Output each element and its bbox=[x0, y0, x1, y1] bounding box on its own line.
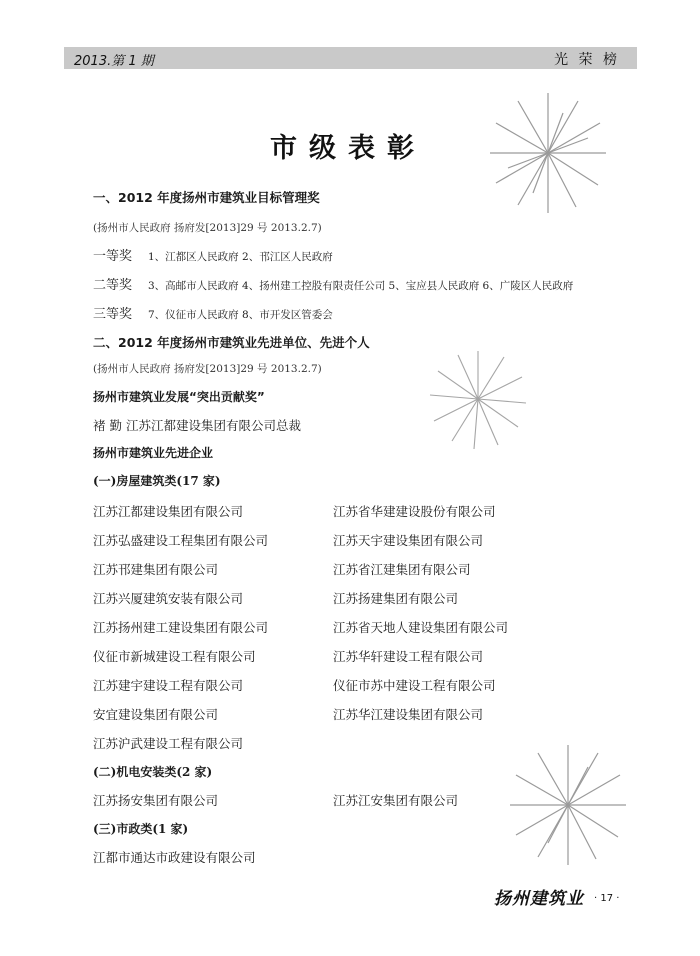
company-name: 江苏天宇建设集团有限公司 bbox=[333, 533, 484, 548]
company-name: 江苏沪武建设工程有限公司 bbox=[93, 736, 244, 751]
award-list: 7、仪征市人民政府 8、市开发区管委会 bbox=[148, 309, 333, 321]
award-row bbox=[93, 303, 333, 322]
magazine-logo: 扬州建筑业 bbox=[494, 889, 584, 909]
firework-icon bbox=[508, 740, 628, 870]
award-list: 3、高邮市人民政府 4、扬州建工控股有限责任公司 5、宝应县人民政府 6、广陵区人民政府 bbox=[148, 280, 574, 292]
award-person: 褚 勤 江苏江都建设集团有限公司总裁 bbox=[93, 418, 301, 433]
award-row bbox=[93, 274, 573, 293]
award-row bbox=[93, 245, 333, 264]
firework-icon bbox=[428, 344, 528, 454]
section1-heading: 一、2012 年度扬州市建筑业目标管理奖 bbox=[93, 190, 320, 205]
company-name: 江苏华江建设集团有限公司 bbox=[333, 707, 484, 722]
company-name: 安宜建设集团有限公司 bbox=[93, 707, 219, 722]
section2-heading: 二、2012 年度扬州市建筑业先进单位、先进个人 bbox=[93, 335, 370, 350]
issue-label: 2013.第 1 期 bbox=[74, 54, 154, 69]
company-name: 江苏扬安集团有限公司 bbox=[93, 793, 219, 808]
company-name: 江苏弘盛建设工程集团有限公司 bbox=[93, 533, 269, 548]
category-heading: (二)机电安装类(2 家) bbox=[93, 765, 213, 779]
company-name: 江苏江都建设集团有限公司 bbox=[93, 504, 244, 519]
company-name: 江苏扬建集团有限公司 bbox=[333, 591, 459, 606]
award-label: 三等奖 bbox=[93, 307, 133, 322]
company-name: 江苏省华建建设股份有限公司 bbox=[333, 504, 496, 519]
company-name: 江苏邗建集团有限公司 bbox=[93, 562, 219, 577]
category-heading: (一)房屋建筑类(17 家) bbox=[93, 474, 221, 488]
company-name: 江都市通达市政建设有限公司 bbox=[93, 850, 256, 865]
company-name: 江苏兴厦建筑安装有限公司 bbox=[93, 591, 244, 606]
company-name: 江苏江安集团有限公司 bbox=[333, 793, 459, 808]
firework-icon bbox=[488, 88, 608, 218]
company-name: 仪征市新城建设工程有限公司 bbox=[93, 649, 256, 664]
section-label: 光 荣 榜 bbox=[554, 52, 620, 68]
company-name: 仪征市苏中建设工程有限公司 bbox=[333, 678, 496, 693]
advanced-title: 扬州市建筑业先进企业 bbox=[93, 446, 214, 460]
company-name: 江苏华轩建设工程有限公司 bbox=[333, 649, 484, 664]
page-title: 市级表彰 bbox=[270, 133, 426, 164]
award-list: 1、江都区人民政府 2、邗江区人民政府 bbox=[148, 251, 333, 263]
category-heading: (三)市政类(1 家) bbox=[93, 822, 189, 836]
award-label: 二等奖 bbox=[93, 278, 133, 293]
section2-note: (扬州市人民政府 扬府发[2013]29 号 2013.2.7) bbox=[93, 363, 322, 375]
company-name: 江苏扬州建工建设集团有限公司 bbox=[93, 620, 269, 635]
prize-title: 扬州市建筑业发展“突出贡献奖” bbox=[93, 390, 265, 404]
page-number: · 17 · bbox=[594, 893, 620, 904]
company-name: 江苏省江建集团有限公司 bbox=[333, 562, 471, 577]
award-label: 一等奖 bbox=[93, 249, 133, 264]
section1-note: (扬州市人民政府 扬府发[2013]29 号 2013.2.7) bbox=[93, 222, 322, 234]
company-name: 江苏建宇建设工程有限公司 bbox=[93, 678, 244, 693]
company-name: 江苏省天地人建设集团有限公司 bbox=[333, 620, 509, 635]
